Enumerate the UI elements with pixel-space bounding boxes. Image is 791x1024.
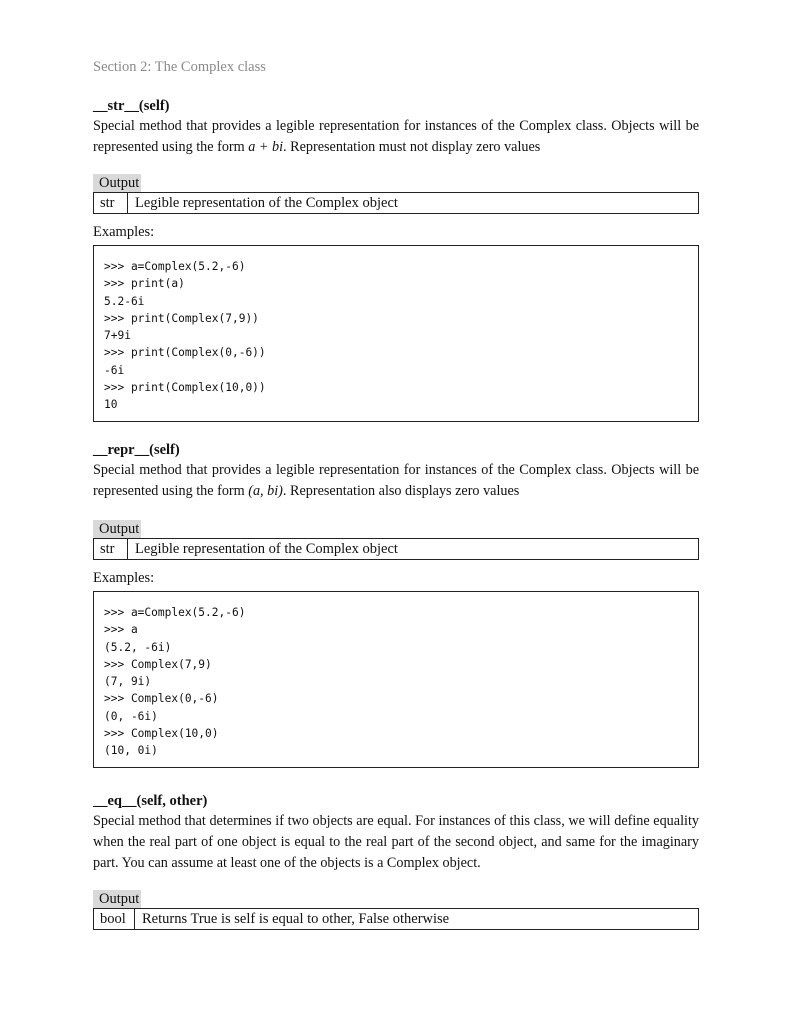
code-line: >>> print(Complex(0,-6)): [104, 346, 266, 360]
method-description: [93, 460, 699, 502]
examples-label: Examples:: [93, 570, 155, 586]
code-line: >>> Complex(7,9): [104, 657, 212, 671]
code-line: >>> print(Complex(10,0)): [104, 381, 266, 395]
description-text: Special method that provides a legible representation for instances of the Complex class. Objects will be represented using the form: [93, 118, 699, 155]
output-table: [93, 192, 699, 214]
description-text-end: . Representation also displays zero values: [282, 483, 520, 499]
output-description: Legible representation of the Complex object: [135, 541, 398, 557]
output-table: [93, 908, 699, 930]
method-heading: __repr__(self): [93, 442, 180, 458]
output-type: str: [94, 193, 128, 213]
method-repr: [93, 440, 699, 768]
code-line: >>> print(a): [104, 277, 185, 291]
code-line: >>> a=Complex(5.2,-6): [104, 606, 246, 619]
description-form: a + bi: [248, 139, 284, 155]
code-example-box: [93, 245, 699, 422]
output-type: bool: [94, 909, 135, 929]
description-form: (a, bi): [248, 483, 283, 499]
output-label: Output: [93, 520, 141, 538]
output-label: Output: [93, 174, 141, 192]
code-example-box: [93, 591, 699, 768]
method-heading: __str__(self): [93, 98, 170, 114]
code-line: 10: [104, 398, 118, 412]
code-line: 5.2-6i: [104, 294, 145, 308]
output-table: [93, 538, 699, 560]
code-line: >>> Complex(0,-6): [104, 692, 219, 706]
code-line: (7, 9i): [104, 675, 152, 689]
output-type: str: [94, 539, 128, 559]
output-section: [93, 520, 699, 560]
examples-label: Examples:: [93, 224, 155, 240]
method-description: [93, 116, 699, 158]
code-line: >>> print(Complex(7,9)): [104, 311, 259, 325]
code-line: (0, -6i): [104, 709, 158, 723]
code-line: >>> Complex(10,0): [104, 727, 219, 741]
output-description: Legible representation of the Complex object: [135, 195, 398, 211]
method-str: [93, 96, 699, 422]
output-section: [93, 174, 699, 214]
code-line: -6i: [104, 363, 125, 377]
code-line: 7+9i: [104, 329, 131, 343]
code-line: (10, 0i): [104, 744, 158, 758]
output-label: Output: [93, 890, 141, 908]
code-line: (5.2, -6i): [104, 640, 172, 654]
description-text-end: . Representation must not display zero values: [283, 139, 541, 155]
description-text: Special method that provides a legible representation for instances of the Complex class. Objects will be represented using the form: [93, 462, 699, 499]
method-eq: [93, 791, 699, 930]
code-line: >>> a: [104, 623, 138, 637]
method-heading: __eq__(self, other): [93, 793, 208, 809]
method-description: Special method that determines if two objects are equal. For instances of this class, we will define equality when the real part of one object is equal to the real part of the second object, and same for the imaginary part. You can assume at least one of the objects is a Complex object.: [93, 813, 699, 871]
output-section: [93, 890, 699, 930]
section-title: Section 2: The Complex class: [93, 59, 266, 75]
code-line: >>> a=Complex(5.2,-6): [104, 260, 246, 273]
output-description: Returns True is self is equal to other, False otherwise: [142, 911, 450, 927]
